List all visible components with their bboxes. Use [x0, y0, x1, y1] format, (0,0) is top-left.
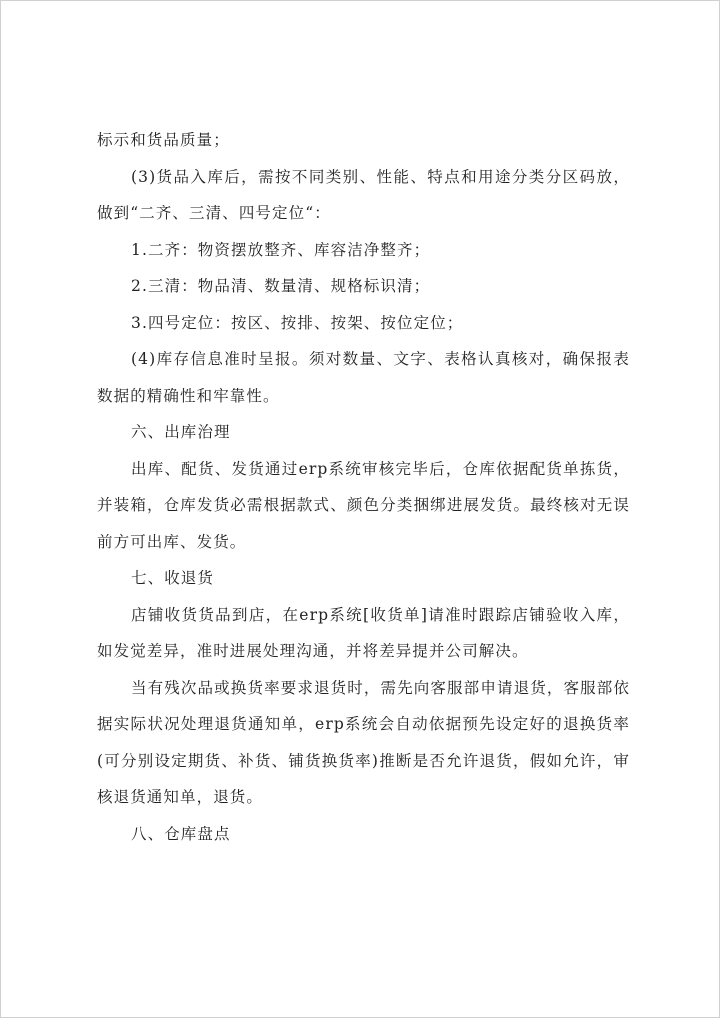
list-item: 3.四号定位：按区、按排、按架、按位定位； — [131, 313, 464, 332]
paragraph: 当有残次品或换货率要求退货时，需先向客服部申请退货，客服部依据实际状况处理退货通知单，erp系统会自动依据预先设定好的退换货率(可分别设定期货、补货、铺货换货率)推断是否允许退货，假如允许，审核退货通知单，退货。 — [97, 678, 630, 806]
document-body — [97, 122, 630, 852]
list-item: 2.三清：物品清、数量清、规格标识清； — [131, 277, 431, 295]
paragraph: (4)库存信息准时呈报。须对数量、文字、表格认真核对，确保报表数据的精确性和牢靠性。 — [97, 350, 630, 405]
section-heading: 六、出库治理 — [131, 423, 231, 441]
paragraph: 标示和货品质量； — [97, 131, 230, 149]
section-heading: 七、收退货 — [131, 569, 215, 587]
list-item: 1.二齐：物资摆放整齐、库容洁净整齐； — [131, 240, 431, 259]
paragraph: 出库、配货、发货通过erp系统审核完毕后，仓库依据配货单拣货，并装箱，仓库发货必需根据款式、颜色分类捆绑进展发货。最终核对无误前方可出库、发货。 — [97, 459, 630, 551]
paragraph: 店铺收货货品到店，在erp系统[收货单]请准时跟踪店铺验收入库，如发觉差异，准时进展处理沟通，并将差异提并公司解决。 — [97, 605, 630, 660]
section-heading: 八、仓库盘点 — [131, 824, 231, 843]
paragraph: (3)货品入库后，需按不同类别、性能、特点和用途分类分区码放，做到“二齐、三清、四号定位“： — [97, 167, 630, 222]
